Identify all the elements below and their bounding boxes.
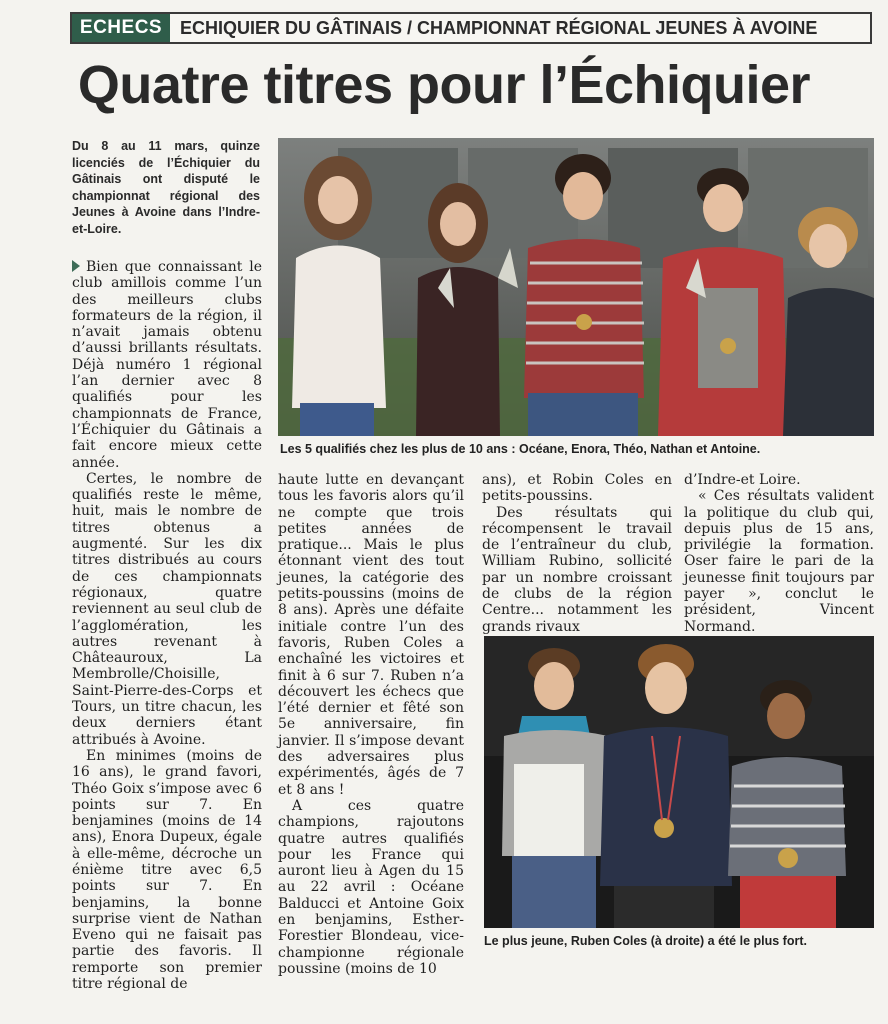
paragraph: ans), et Robin Coles en petits-poussins. xyxy=(482,472,672,505)
group-photo-illustration xyxy=(278,138,874,436)
article-column-2 xyxy=(278,472,464,977)
paragraph: Des résultats qui récompensent le travail de l’entraîneur du club, William Rubino, sollicité par un nombre croissant de clubs de la région Centre... notamment les grands rivaux xyxy=(482,504,672,635)
children-photo xyxy=(484,636,874,928)
paragraph: haute lutte en devançant tous les favoris alors qu’il ne compte que trois petites années de pratique... Mais le plus étonnant vient des tout jeunes, la catégorie des petits-poussins (moins de 8 ans). Après une défaite initiale contre l’un des favoris, Ruben Coles a enchaîné les victoires et finit à 6 sur 7. Ruben n’a découvert les échecs que l’été dernier et fêté son 5e anniversaire, fin janvier. Il s’impose devant des adversaires plus expérimentés, âgés de 7 et 8 ans ! xyxy=(278,472,464,798)
paragraph-text: Bien que connaissant le club amillois comme l’un des meilleurs clubs formateurs de la région, il n’avait jamais obtenu d’aussi brillants résultats. Déjà numéro 1 régional l’an dernier avec 8 qualifiés pour les championnats de France, l’Échiquier du Gâtinais a fait encore mieux cette année. xyxy=(72,259,262,471)
children-photo-illustration xyxy=(484,636,874,928)
article-headline: Quatre titres pour l’Échiquier xyxy=(77,55,811,115)
section-tag: ECHECS xyxy=(72,14,170,42)
section-title: ECHIQUIER DU GÂTINAIS / CHAMPIONNAT RÉGIONAL JEUNES À AVOINE xyxy=(180,18,818,38)
article-column-1 xyxy=(72,259,262,992)
children-photo-caption: Le plus jeune, Ruben Coles (à droite) a été le plus fort. xyxy=(484,934,807,948)
paragraph: « Ces résultats valident la politique du club qui, depuis plus de 15 ans, privilégie la formation. Oser faire le pari de la jeunesse finit toujours par payer », conclut le président, Vincent Normand. xyxy=(684,488,874,635)
article-column-3 xyxy=(482,472,672,635)
article-column-4 xyxy=(684,472,874,635)
group-photo-caption: Les 5 qualifiés chez les plus de 10 ans : Océane, Enora, Théo, Nathan et Antoine. xyxy=(280,442,761,456)
section-header-bar xyxy=(70,12,872,44)
paragraph: En minimes (moins de 16 ans), le grand favori, Théo Goix s’impose avec 6 points sur 7. En benjamines (moins de 14 ans), Enora Dupeux, égale à elle-même, décroche un énième titre avec 6,5 points sur 7. En benjamins, la bonne surprise vient de Nathan Eveno qui ne faisait pas partie des favoris. Il remporte son premier titre régional de xyxy=(72,747,262,993)
group-photo xyxy=(278,138,874,436)
paragraph: A ces quatre champions, rajoutons quatre autres qualifiés pour les France qui auront lieu à Agen du 15 au 22 avril : Océane Balducci et Antoine Goix en benjamins, Esther-Forestier Blondeau, vice-championne régionale poussine (moins de 10 xyxy=(278,797,464,977)
paragraph: Certes, le nombre de qualifiés reste le même, huit, mais le nombre de titres obtenus a augmenté. Sur les dix titres distribués au cours de ces championnats régionaux, quatre reviennent au seul club de l’agglomération, les autres revenant à Châteauroux, La Membrolle/Choisille, Saint-Pierre-des-Corps et Tours, un titre chacun, les deux derniers étant attribués à Avoine. xyxy=(72,470,262,748)
bullet-icon xyxy=(72,260,80,272)
article-lede: Du 8 au 11 mars, quinze licenciés de l’Échiquier du Gâtinais ont disputé le championnat régional des Jeunes à Avoine dans l’Indre-et-Loire. xyxy=(72,139,260,236)
paragraph xyxy=(72,259,262,471)
paragraph: d’Indre-et Loire. xyxy=(684,472,801,488)
